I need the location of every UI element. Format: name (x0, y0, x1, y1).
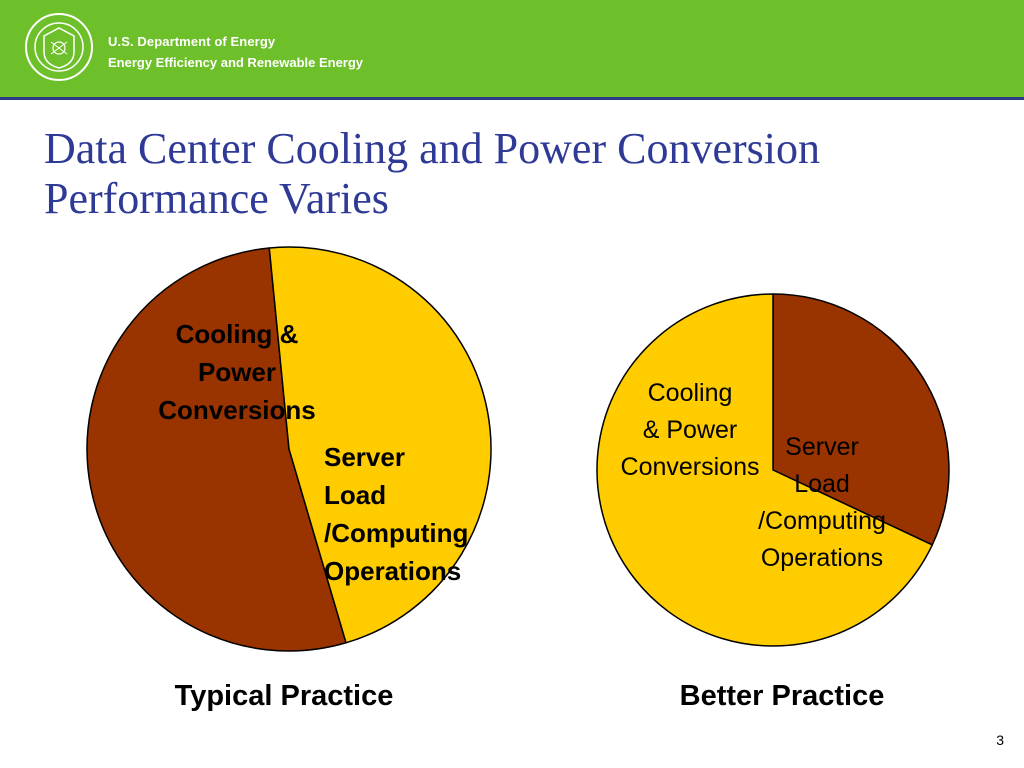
pie-1-label-line: Conversions (158, 395, 316, 426)
pie-2-label-line: Operations (760, 543, 884, 572)
slide-title-line2: Performance Varies (44, 174, 389, 223)
pie-1-label-line: Load (324, 480, 387, 511)
agency-office: Energy Efficiency and Renewable Energy (108, 55, 364, 70)
pie-1-label-line: Operations (324, 556, 462, 587)
pie-2-label-line: /Computing (758, 506, 886, 535)
pie-2-label-line: Load (794, 469, 850, 498)
pie-1-label-line: /Computing (324, 518, 469, 549)
slide-title-line1: Data Center Cooling and Power Conversion (44, 124, 820, 173)
pie-chart-2 (597, 294, 949, 712)
pie-2-label-line: Server (785, 432, 859, 461)
pie-2-label-line: Conversions (620, 452, 760, 481)
pie-1-label-line: Server (324, 442, 405, 473)
pie-1-caption: Typical Practice (174, 680, 394, 712)
pie-2-label-line: & Power (642, 415, 738, 444)
pie-chart-1 (87, 247, 491, 712)
pie-2-label-line: Cooling (647, 378, 733, 407)
pie-1-label-line: Cooling & (175, 319, 299, 350)
agency-name: U.S. Department of Energy (108, 34, 276, 49)
pie-2-caption: Better Practice (679, 680, 885, 712)
pie-1-label-line: Power (197, 357, 277, 388)
page-number: 3 (996, 732, 1004, 748)
